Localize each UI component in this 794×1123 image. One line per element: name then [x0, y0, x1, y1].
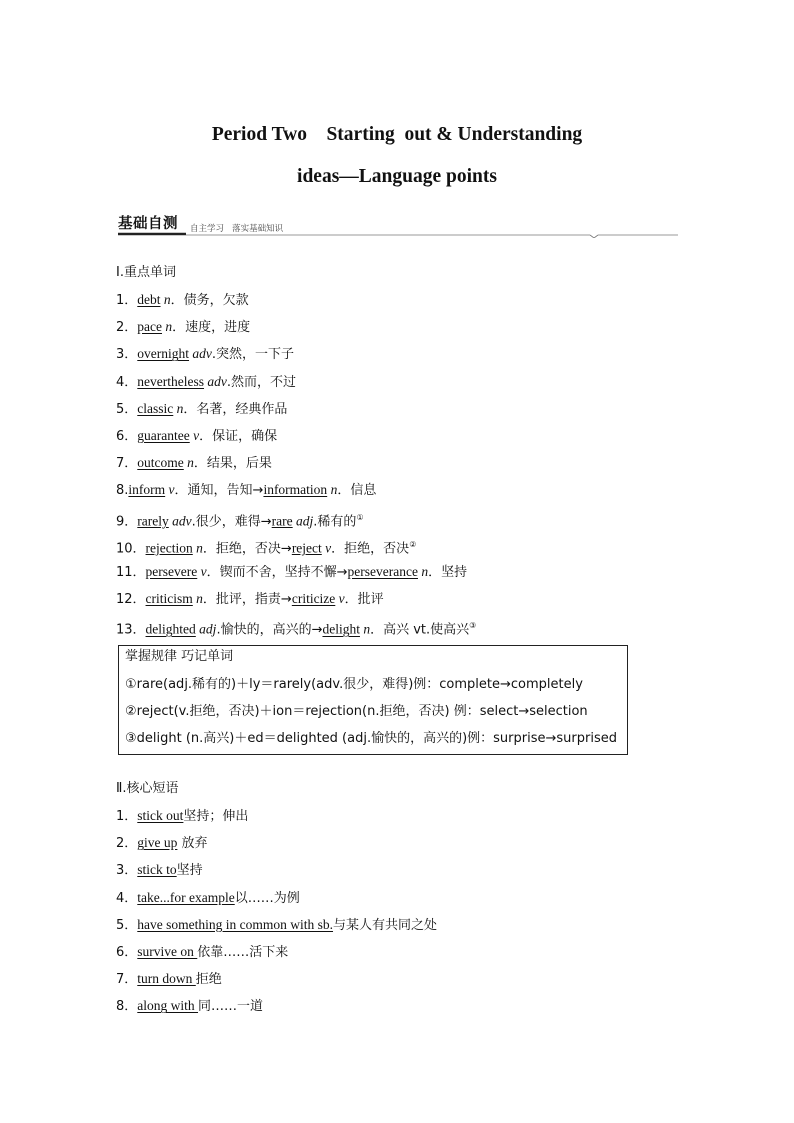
- item-number: 12．: [116, 592, 146, 608]
- rule-box: [118, 645, 628, 755]
- phrase-item: [116, 971, 222, 988]
- derived-part-of-speech: n: [327, 482, 338, 498]
- derived-meaning: ．批评: [344, 592, 384, 608]
- phrase: survive on: [137, 944, 198, 959]
- derived-meaning: ．信息: [337, 483, 377, 499]
- derived-part-of-speech: n: [418, 564, 429, 579]
- meaning: .很少，难得→: [191, 513, 272, 529]
- answer-word: inform: [128, 482, 166, 498]
- item-number: 4．: [116, 890, 138, 906]
- item-number: 7．: [116, 456, 138, 472]
- part-of-speech: v: [189, 428, 200, 443]
- item-number: 5．: [116, 401, 138, 417]
- item-number: 5．: [116, 917, 138, 933]
- derived-part-of-speech: n: [359, 621, 371, 637]
- answer-word: overnight: [137, 346, 190, 362]
- part-of-speech: n: [173, 400, 184, 416]
- part-of-speech: adv: [189, 346, 212, 362]
- answer-word: rejection: [145, 540, 193, 556]
- derived-meaning: .稀有的: [313, 513, 357, 529]
- phrase-meaning: 拒绝: [195, 972, 222, 988]
- word-item: [116, 482, 376, 499]
- derived-meaning: ．高兴 vt.使高兴: [370, 622, 470, 638]
- phrase: take...for example: [137, 889, 235, 905]
- meaning: ．名著，经典作品: [183, 401, 288, 417]
- meaning: ．结果，后果: [193, 456, 272, 472]
- part2-heading: Ⅱ.核心短语: [116, 781, 179, 796]
- answer-word: delighted: [145, 621, 196, 637]
- word-item: [116, 591, 384, 608]
- item-number: 9．: [116, 513, 138, 529]
- part-of-speech: n: [192, 540, 203, 556]
- answer-word: nevertheless: [137, 373, 205, 389]
- word-item: [116, 374, 296, 391]
- phrase: give up: [137, 835, 178, 851]
- derived-part-of-speech: adj: [292, 512, 314, 528]
- phrase-meaning: 放弃: [177, 836, 208, 852]
- part-of-speech: adv: [204, 373, 227, 389]
- page-title-line-1: Period Two Starting out & Understanding: [211, 124, 583, 145]
- phrase-item: [116, 835, 208, 852]
- part1-heading: Ⅰ.重点单词: [116, 265, 176, 280]
- answer-word: guarantee: [137, 428, 190, 443]
- section-header: [118, 212, 678, 238]
- part-of-speech: adv: [168, 512, 192, 528]
- phrase-item: [116, 862, 203, 879]
- phrase: stick out: [137, 808, 184, 823]
- derived-word: rare: [271, 512, 293, 528]
- meaning: .然而，不过: [226, 374, 297, 390]
- phrase-meaning: 与某人有共同之处: [333, 917, 438, 933]
- meaning: ．锲而不舍，坚持不懈→: [206, 565, 348, 580]
- answer-word: criticism: [145, 591, 193, 607]
- meaning: ．保证，确保: [199, 429, 278, 444]
- word-item: [116, 319, 250, 336]
- answer-word: pace: [137, 319, 163, 335]
- page-title-line-2: ideas—Language points: [297, 166, 497, 187]
- word-item: [116, 618, 476, 638]
- phrase-item: [116, 944, 288, 961]
- word-item: [116, 428, 277, 445]
- derived-word: information: [263, 482, 328, 498]
- answer-word: outcome: [137, 455, 184, 471]
- part-of-speech: n: [192, 591, 203, 607]
- meaning: ．通知，告知→: [174, 483, 264, 499]
- item-number: 3．: [116, 347, 138, 363]
- derived-meaning: ．拒绝，否决: [331, 541, 410, 557]
- rule-line-2: ②reject(v.拒绝，否决)＋ion＝rejection(n.拒绝，否决) 例：select→selection: [125, 704, 588, 719]
- phrase-meaning: 同……一道: [198, 999, 264, 1015]
- item-number: 2．: [116, 320, 138, 336]
- word-item: [116, 537, 416, 557]
- item-number: 4．: [116, 374, 138, 390]
- footnote-mark: ③: [469, 621, 477, 631]
- rule-line-3: ③delight (n.高兴)＋ed＝delighted (adj.愉快的，高兴的)例：surprise→surprised: [125, 731, 617, 746]
- meaning: ．速度，进度: [172, 320, 251, 336]
- phrase-item: [116, 808, 248, 825]
- answer-word: rarely: [137, 512, 169, 528]
- phrase-item: [116, 917, 437, 934]
- rule-box-heading: 掌握规律 巧记单词: [125, 649, 234, 664]
- part-of-speech: n: [162, 319, 173, 335]
- meaning: ．批评，指责→: [202, 592, 292, 608]
- item-number: 11．: [116, 565, 146, 580]
- phrase-meaning: 以……为例: [234, 890, 300, 906]
- item-number: 1．: [116, 809, 138, 824]
- word-item: [116, 292, 249, 309]
- word-item: [116, 564, 467, 581]
- rule-line-1: ①rare(adj.稀有的)＋ly＝rarely(adv.很少，难得)例：complete→completely: [125, 677, 583, 692]
- item-number: 1．: [116, 293, 138, 308]
- item-number: 2．: [116, 836, 138, 852]
- derived-part-of-speech: v: [335, 591, 345, 607]
- meaning: .愉快的，高兴的→: [216, 622, 323, 638]
- meaning: .突然，一下子: [211, 347, 295, 363]
- item-number: 10．: [116, 541, 146, 557]
- phrase: have something in common with sb.: [137, 916, 334, 932]
- phrase: turn down: [137, 971, 196, 987]
- item-number: 8.: [116, 483, 129, 499]
- item-number: 6．: [116, 945, 138, 960]
- phrase-item: [116, 890, 300, 907]
- answer-word: debt: [137, 292, 161, 307]
- phrase: along with: [137, 998, 199, 1014]
- footnote-mark: ②: [409, 539, 417, 549]
- word-item: [116, 455, 272, 472]
- part-of-speech: v: [197, 564, 207, 579]
- answer-word: persevere: [145, 564, 198, 579]
- meaning: ．拒绝，否决→: [202, 541, 292, 557]
- word-item: [116, 510, 364, 530]
- phrase-meaning: 依靠……活下来: [197, 945, 289, 960]
- derived-word: reject: [291, 540, 322, 556]
- phrase-meaning: 坚持: [176, 863, 203, 879]
- section-tab: 基础自测: [118, 216, 178, 232]
- derived-word: delight: [322, 621, 360, 637]
- derived-meaning: ．坚持: [428, 565, 468, 580]
- meaning: ．债务，欠款: [170, 293, 249, 308]
- part-of-speech: v: [165, 482, 175, 498]
- footnote-mark: ①: [356, 512, 364, 522]
- item-number: 8．: [116, 999, 138, 1015]
- word-item: [116, 346, 294, 363]
- item-number: 6．: [116, 429, 138, 444]
- section-subtitle: 自主学习 落实基础知识: [190, 224, 284, 234]
- phrase: stick to: [137, 862, 177, 878]
- item-number: 7．: [116, 972, 138, 988]
- part-of-speech: adj: [195, 621, 217, 637]
- derived-word: criticize: [291, 591, 336, 607]
- item-number: 13．: [116, 622, 146, 638]
- part-of-speech: n: [183, 455, 194, 471]
- phrase-item: [116, 998, 263, 1015]
- word-item: [116, 401, 287, 418]
- item-number: 3．: [116, 863, 138, 879]
- part-of-speech: n: [160, 292, 171, 307]
- derived-word: perseverance: [347, 564, 418, 579]
- derived-part-of-speech: v: [321, 540, 332, 556]
- answer-word: classic: [137, 400, 174, 416]
- phrase-meaning: 坚持；伸出: [183, 809, 249, 824]
